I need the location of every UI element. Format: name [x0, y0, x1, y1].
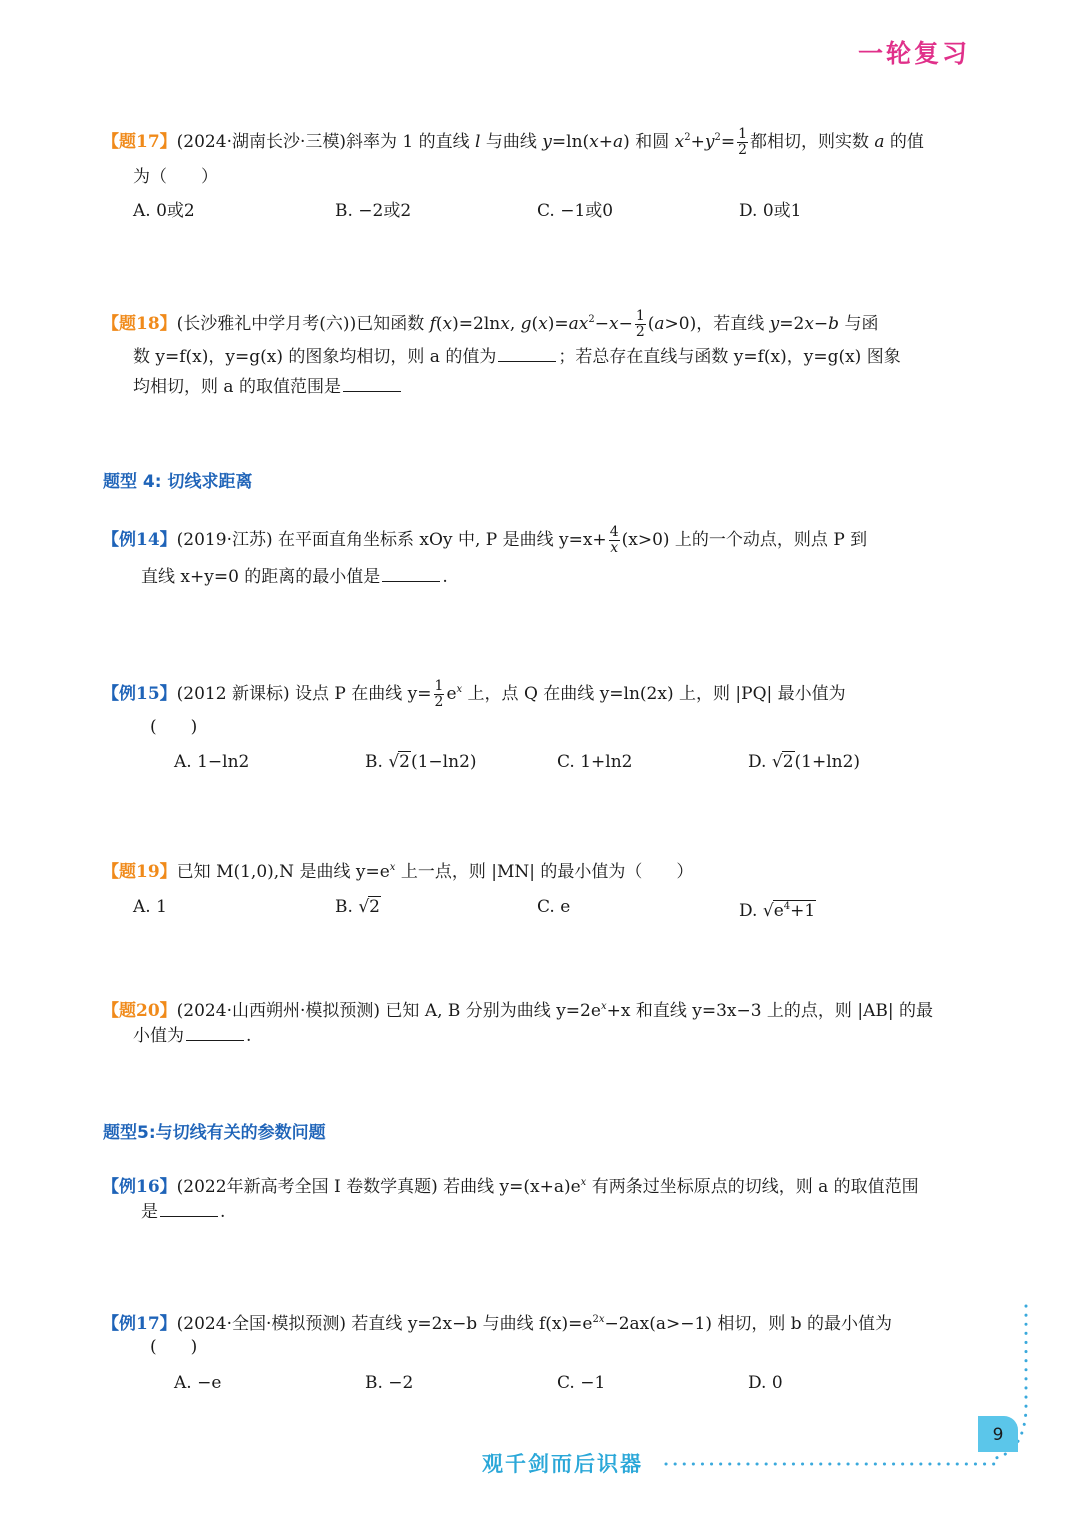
ex15-option-c: C. 1+ln2 [557, 752, 633, 772]
q19-line1: 【题19】已知 M(1,0),N 是曲线 $y=e^x$ 上一点，则 |MN| 的最小值为（ ） [102, 862, 694, 882]
q17-line1: 【题17】(2024·湖南长沙·三模)斜率为 1 的直线 l 与曲线 y=ln(x+a) 和圆 $x^2+y^2=$ $\frac{1}{2}$ 都相切，则实数 a 的值 [102, 126, 924, 158]
q17-tag: 【题17】 [102, 132, 177, 152]
q20-line2: 小值为 . [133, 1022, 251, 1050]
ex15-option-a: A. 1−ln2 [174, 752, 250, 772]
q19-option-a: A. 1 [133, 897, 167, 917]
q19-option-b: B. √2 [335, 897, 380, 917]
q19-option-c: C. e [537, 897, 571, 917]
ex17-line1: 【例17】(2024·全国·模拟预测) 若直线 y=2x−b 与曲线 $f(x)=e^{2x}-2ax(a>-1)$ 相切，则 b 的最小值为 [102, 1314, 893, 1334]
q18-tag: 【题18】 [102, 314, 177, 334]
section-5-heading: 题型5:与切线有关的参数问题 [103, 1123, 326, 1143]
ex17-tag: 【例17】 [102, 1314, 177, 1334]
header-tag: 一轮复习 [858, 39, 971, 68]
ex15-line1: 【例15】(2012 新课标) 设点 P 在曲线 y= $\frac{1}{2}$ $e^x$ 上，点 Q 在曲线 y=ln(2x) 上，则 |PQ| 最小值为 [102, 678, 846, 710]
ex15-tag: 【例15】 [102, 684, 177, 704]
q20-line1: 【题20】(2024·山西朔州·模拟预测) 已知 A, B 分别为曲线 $y=2e^x+x$ 和直线 y=3x−3 上的点，则 |AB| 的最 [102, 1001, 933, 1021]
ex14-line2: 直线 x+y=0 的距离的最小值是 . [141, 563, 448, 591]
ex16-line2: 是 . [141, 1198, 225, 1226]
frac-one-half: $\frac{1}{2}$ [738, 126, 747, 158]
q17-option-a: A. 0或2 [133, 201, 195, 221]
page-number: 9 [978, 1416, 1018, 1452]
ex17-option-a: A. −e [174, 1373, 222, 1393]
q19-option-d: D. $√e^4+1$ [739, 901, 816, 921]
q18-line1: 【题18】(长沙雅礼中学月考(六))已知函数 f(x)=2lnx, $g(x)=ax^2-x-$ $\frac{1}{2}$ (a>0)，若直线 y=2x−b 与函 [102, 308, 879, 340]
ex15-option-d: D. √2(1+ln2) [748, 752, 861, 772]
ex14-tag: 【例14】 [102, 530, 177, 550]
ex17-option-b: B. −2 [365, 1373, 414, 1393]
q18-line3: 均相切，则 a 的取值范围是 [133, 373, 403, 401]
ex15-option-b: B. √2(1−ln2) [365, 752, 477, 772]
ex14-line1: 【例14】(2019·江苏) 在平面直角坐标系 xOy 中, P 是曲线 y=x+ $\frac{4}{x}$ (x>0) 上的一个动点，则点 P 到 [102, 524, 868, 556]
ex16-tag: 【例16】 [102, 1177, 177, 1197]
ex16-line1: 【例16】(2022年新高考全国 I 卷数学真题) 若曲线 $y=(x+a)e^x$ 有两条过坐标原点的切线，则 a 的取值范围 [102, 1177, 919, 1197]
section-4-heading: 题型 4: 切线求距离 [103, 472, 253, 492]
ex17-line2: ( ) [150, 1337, 198, 1357]
footer-slogan: 观千剑而后识器 [482, 1452, 643, 1476]
ex17-option-d: D. 0 [748, 1373, 783, 1393]
q20-tag: 【题20】 [102, 1001, 177, 1021]
q18-line2: 数 y=f(x)，y=g(x) 的图象均相切，则 a 的值为 ；若总存在直线与函数 y=f(x)，y=g(x) 图象 [133, 343, 901, 371]
ex17-option-c: C. −1 [557, 1373, 606, 1393]
q17-line2: 为（ ） [133, 167, 218, 187]
q19-tag: 【题19】 [102, 862, 177, 882]
q17-option-b: B. −2或2 [335, 201, 412, 221]
q17-option-d: D. 0或1 [739, 201, 802, 221]
q17-option-c: C. −1或0 [537, 201, 614, 221]
ex15-line2: ( ) [150, 717, 198, 737]
